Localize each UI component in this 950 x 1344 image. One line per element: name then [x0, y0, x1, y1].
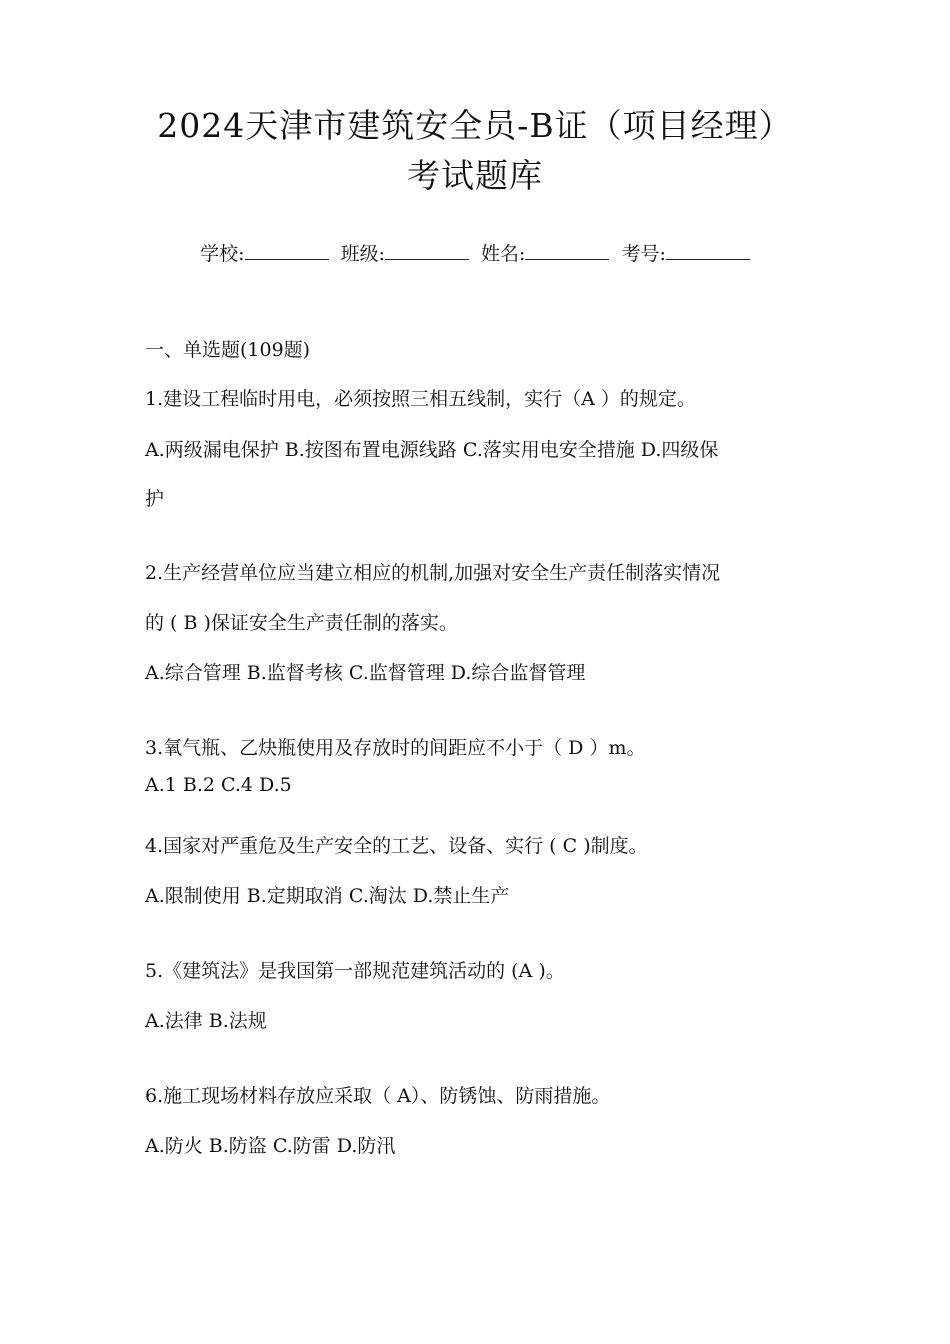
question-4-options: A.限制使用 B.定期取消 C.淘汰 D.禁止生产 — [145, 885, 510, 907]
question-2-stem: 2.生产经营单位应当建立相应的机制,加强对安全生产责任制落实情况 — [145, 562, 721, 584]
exam-number-field — [621, 243, 749, 265]
section-heading: 一、单选题(109题) — [145, 339, 311, 361]
question-1-stem: 1.建设工程临时用电，必须按照三相五线制，实行（A ）的规定。 — [145, 388, 696, 410]
question-1-options-cont: 护 — [145, 488, 165, 510]
question-2-options: A.综合管理 B.监督考核 C.监督管理 D.综合监督管理 — [145, 662, 586, 684]
class-label: 班级: — [340, 243, 385, 265]
class-blank — [385, 241, 469, 260]
document-title-line-1: 2024天津市建筑安全员-B证（项目经理） — [157, 106, 793, 145]
question-5-options: A.法律 B.法规 — [145, 1010, 267, 1032]
school-label: 学校: — [200, 243, 245, 265]
question-3-options: A.1 B.2 C.4 D.5 — [145, 774, 292, 796]
exam-number-blank — [666, 241, 750, 260]
exam-number-label: 考号: — [621, 243, 666, 265]
school-blank — [245, 241, 329, 260]
question-6-options: A.防火 B.防盗 C.防雷 D.防汛 — [145, 1135, 396, 1157]
question-5-stem: 5.《建筑法》是我国第一部规范建筑活动的 (A )。 — [145, 960, 565, 982]
question-3-stem: 3.氧气瓶、乙炔瓶使用及存放时的间距应不小于（ D ）m。 — [145, 737, 646, 759]
student-info-line — [0, 240, 950, 268]
name-blank — [525, 241, 609, 260]
question-6-stem: 6.施工现场材料存放应采取（ A）、防锈蚀、防雨措施。 — [145, 1085, 611, 1107]
document-title-line-2: 考试题库 — [407, 156, 543, 195]
question-4-stem: 4.国家对严重危及生产安全的工艺、设备、实行 ( C )制度。 — [145, 835, 648, 857]
question-2-stem-cont: 的 ( B )保证安全生产责任制的落实。 — [145, 612, 458, 634]
name-label: 姓名: — [481, 243, 526, 265]
question-1-options: A.两级漏电保护 B.按图布置电源线路 C.落实用电安全措施 D.四级保 — [145, 439, 719, 461]
name-field — [481, 243, 609, 265]
school-field — [200, 243, 328, 265]
class-field — [341, 243, 469, 265]
